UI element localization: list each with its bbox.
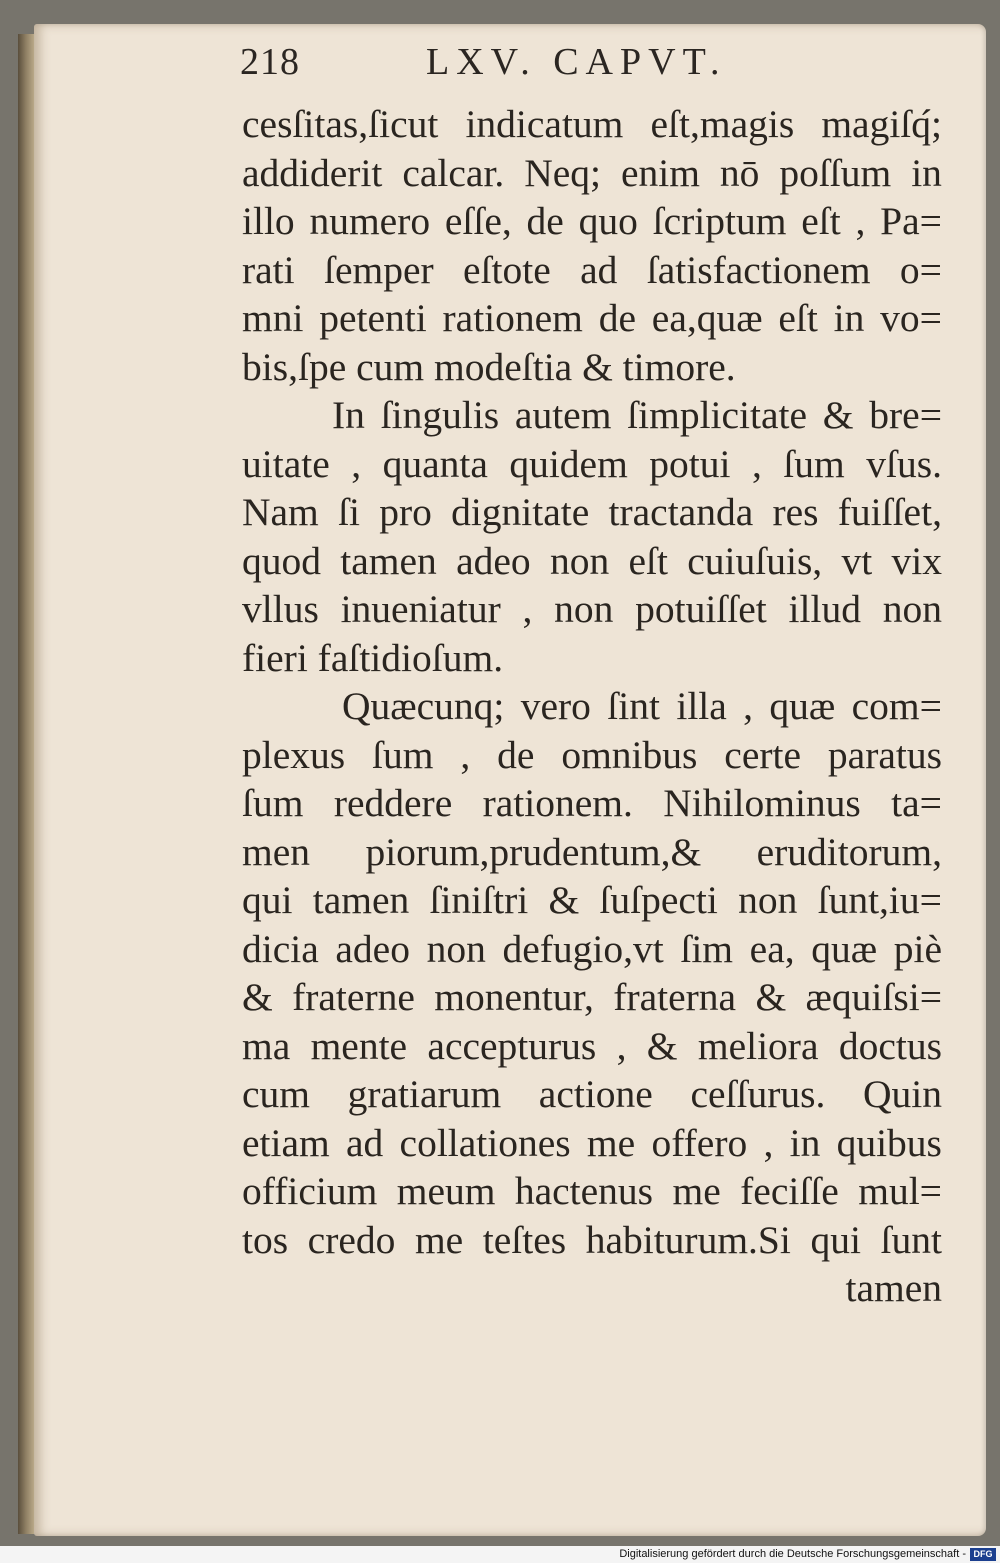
text-line: rati ſemper eſtote ad ſatisfactionem o= — [242, 247, 942, 292]
text-line: quod tamen adeo non eſt cuiuſuis, vt vix — [242, 538, 942, 583]
text-line: dicia adeo non defugio,vt ſim ea, quæ piè — [242, 926, 942, 971]
text-line: uitate , quanta quidem potui , ſum vſus. — [242, 441, 942, 486]
text-line: tos credo me teſtes habiturum.Si qui ſunt — [242, 1217, 942, 1262]
text-line: Nam ſi pro dignitate tractanda res fuiſſet, — [242, 490, 942, 534]
text-line: Quæcunq; vero ſint illa , quæ com= — [342, 684, 942, 728]
catchword: tamen — [845, 1266, 942, 1310]
text-line: fieri faſtidioſum. — [242, 635, 504, 680]
text-line: ſum reddere rationem. Nihilominus ta= — [242, 781, 942, 825]
text-line: bis,ſpe cum modeſtia & timore. — [242, 344, 736, 389]
text-line: mni petenti rationem de ea,quæ eſt in vo= — [242, 296, 942, 340]
text-line: In ſingulis autem ſimplicitate & bre= — [332, 393, 942, 437]
running-head — [240, 40, 780, 96]
text-line: ma mente accepturus , & meliora doctus — [242, 1023, 942, 1068]
dfg-logo: DFG — [970, 1548, 996, 1561]
page-number: 218 — [240, 41, 300, 83]
text-line: addiderit calcar. Neq; enim nō poſſum in — [242, 150, 942, 195]
text-line: qui tamen ſiniſtri & ſuſpecti non ſunt,iu= — [242, 878, 942, 922]
funding-credit: Digitalisierung gefördert durch die Deutsche Forschungsgemeinschaft - — [619, 1548, 966, 1560]
text-line: vllus inueniatur , non potuiſſet illud non — [242, 587, 942, 631]
text-line: officium meum hactenus me feciſſe mul= — [242, 1169, 942, 1213]
text-line: illo numero eſſe, de quo ſcriptum eſt , Pa= — [242, 199, 942, 243]
text-line: cum gratiarum actione ceſſurus. Quin — [242, 1072, 942, 1116]
body-text — [242, 100, 942, 1313]
text-line: men piorum,prudentum,& eruditorum, — [242, 829, 942, 874]
text-line: cesſitas,ſicut indicatum eſt,magis magiſq́; — [242, 102, 942, 146]
text-line: etiam ad collationes me offero , in quibus — [242, 1120, 942, 1165]
text-line: & fraterne monentur, fraterna & æquiſsi= — [242, 975, 942, 1019]
chapter-heading: LXV. CAPVT. — [426, 41, 727, 83]
text-line: plexus ſum , de omnibus certe paratus — [242, 732, 942, 777]
